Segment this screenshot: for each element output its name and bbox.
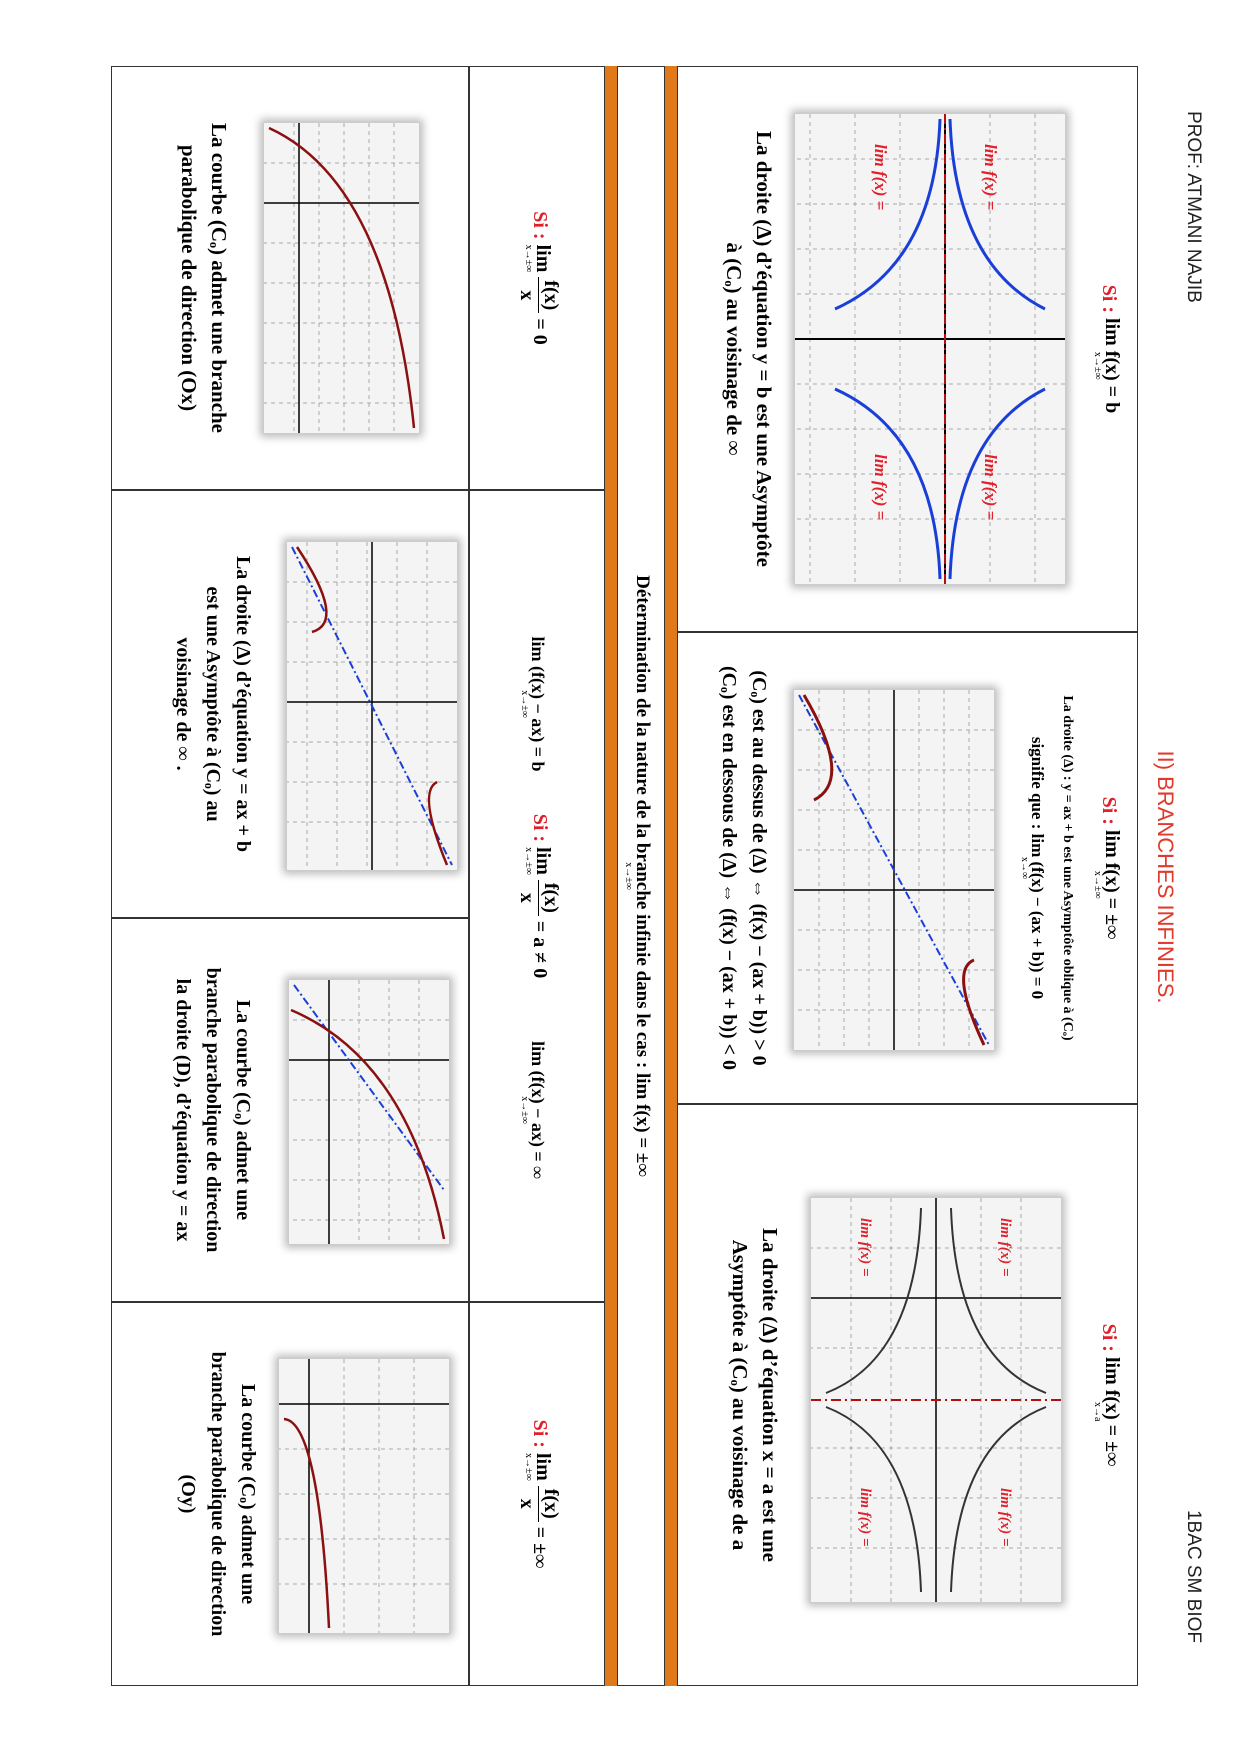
condition-text: lim f(x) = ±∞ bbox=[1101, 829, 1123, 940]
condition-sub: x→a bbox=[1092, 1401, 1103, 1422]
oblique-def-line: La droite (Δ) : y = ax + b est une Asymptôte oblique à (Cₒ) bbox=[1060, 695, 1075, 1041]
band-sub: x→±∞ bbox=[623, 862, 634, 890]
description: La droite (Δ) d’équation x = a est une Asymptôte à (Cₒ) au voisinage de a bbox=[728, 1228, 782, 1562]
section-title: II) BRANCHES INFINIES. bbox=[1153, 750, 1178, 1004]
bottom-cell-oblique: lim (f(x) − ax) = b x→±∞ La droite (Δ) d’équation y = ax + b est une Asymptôte à (Cₒ) au voisinage de ∞ . bbox=[111, 490, 469, 918]
graph-label: lim f(x) = bbox=[871, 454, 890, 521]
graph-label: lim f(x) = bbox=[857, 1218, 873, 1277]
bottom-cond-a: Si : lim x→±∞ f(x) x = a ≠ 0 bbox=[469, 490, 605, 1302]
bottom-cell-oy bbox=[111, 1302, 469, 1686]
graph-oblique-asymptote bbox=[793, 689, 995, 1051]
orange-separator bbox=[665, 66, 677, 1686]
condition: Si : lim f(x) = ±∞ x→±∞ bbox=[1092, 796, 1123, 940]
graph-parabolic-oy bbox=[278, 1358, 450, 1634]
top-cell-vertical-asymptote bbox=[677, 1104, 1138, 1686]
nature-band bbox=[617, 66, 665, 1686]
class-header: 1BAC SM BIOF bbox=[1183, 1509, 1204, 1643]
top-cell-oblique-asymptote bbox=[677, 632, 1138, 1104]
graph-horizontal-asymptote bbox=[794, 113, 1066, 585]
description: La courbe (Cₒ) admet une branche parabolique de direction (Ox) bbox=[177, 123, 231, 433]
condition-text: lim f(x) = b bbox=[1101, 318, 1123, 414]
bottom-cell-direction-d: lim (f(x) − ax) = ∞ x→±∞ La courbe (Cₒ) admet une branche parabolique de direction la droite (D), d’équation y = ax bbox=[111, 918, 469, 1302]
graph-direction-d bbox=[288, 979, 450, 1245]
graph-label: lim f(x) = bbox=[857, 1488, 873, 1547]
oblique-def-line2: signifie que : lim (f(x) − (ax + b)) = 0 x→∞ bbox=[1019, 736, 1047, 1000]
graph-oblique-b bbox=[286, 541, 458, 871]
orange-separator bbox=[605, 66, 617, 1686]
description: La courbe (Cₒ) admet une branche parabolique de direction (Oy) bbox=[177, 1351, 259, 1637]
graph-label: lim f(x) = bbox=[981, 454, 1000, 521]
condition-sub: x→±∞ bbox=[1092, 870, 1103, 899]
bottom-cell-ox bbox=[111, 66, 469, 490]
graph-label: lim f(x) = bbox=[981, 144, 1000, 211]
condition: Si : lim f(x) = b x→±∞ bbox=[1092, 284, 1123, 414]
description: La courbe (Cₒ) admet une branche parabolique de direction la droite (D), d’équation y = ax bbox=[172, 967, 254, 1253]
graph-label: lim f(x) = bbox=[997, 1488, 1013, 1547]
graph-parabolic-ox bbox=[263, 122, 420, 434]
description: La droite (Δ) d’équation y = ax + b est une Asymptôte à (Cₒ) au voisinage de ∞ . bbox=[172, 555, 254, 853]
condition: Si : lim f(x) = ±∞ x→a bbox=[1092, 1323, 1123, 1467]
bottom-cond-oy: Si : lim x→±∞ f(x) x = ±∞ bbox=[469, 1302, 605, 1686]
graph-label: lim f(x) = bbox=[997, 1218, 1013, 1277]
graph-label: lim f(x) = bbox=[871, 144, 890, 211]
top-cell-horizontal-asymptote bbox=[677, 66, 1138, 632]
description: La droite (Δ) d’équation y = b est une Asymptôte à (Cₒ) au voisinage de ∞ bbox=[722, 130, 776, 567]
band-text: Détermination de la nature de la branche infinie dans le cas : lim f(x) = ±∞ bbox=[632, 575, 653, 1177]
bottom-cond-ox: Si : lim x→±∞ f(x) x = 0 bbox=[469, 66, 605, 490]
author-header: PROF: ATMANI NAJIB bbox=[1183, 111, 1204, 303]
condition-sub: x→±∞ bbox=[1092, 351, 1103, 380]
graph-vertical-asymptote bbox=[810, 1197, 1062, 1603]
condition-text: lim f(x) = ±∞ bbox=[1101, 1356, 1123, 1467]
description: (Cₒ) est au dessus de (Δ) ⇔ (f(x) − (ax + b)) > 0 (Cₒ) est en dessous de (Δ) ⇔ (f(x) − (ax + b)) < 0 bbox=[718, 665, 770, 1071]
